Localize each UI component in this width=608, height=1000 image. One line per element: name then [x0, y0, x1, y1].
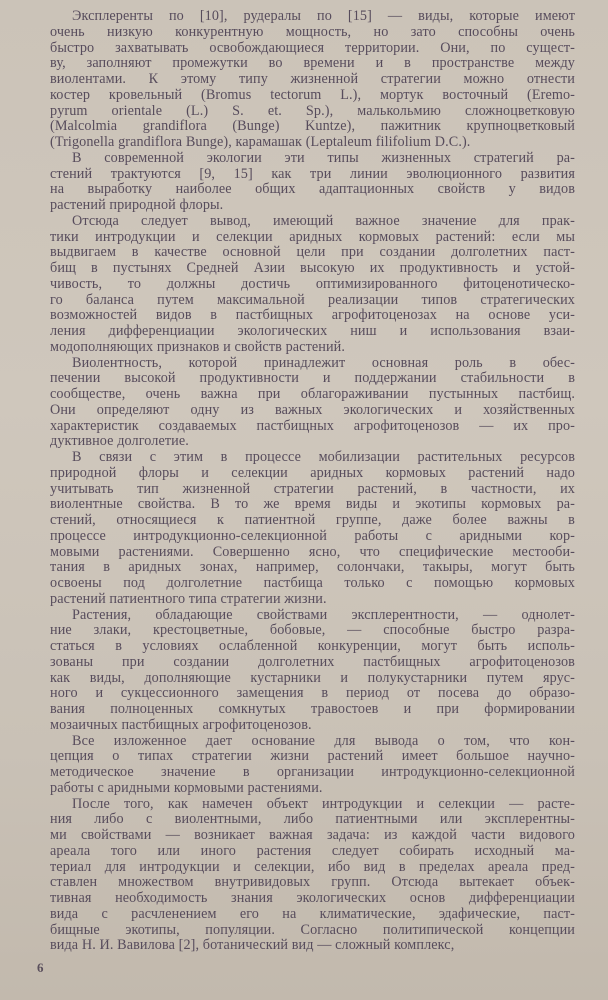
text-line: вания полноценных сомкнутых травостоев и при формировании — [50, 701, 575, 717]
paragraph — [50, 734, 575, 797]
text-line: Эксплеренты по [10], рудералы по [15] — виды, которые имеют — [72, 8, 575, 24]
text-line: бищные экотипы, популяции. Согласно политипической концепции — [50, 921, 575, 938]
text-line: Виолентность, которой принадлежит основная роль в обес- — [72, 354, 575, 371]
paragraph — [50, 356, 575, 451]
text-line: pyrum orientale (L.) S. et. Sp.), малькольмию сложноцветковую — [50, 102, 575, 119]
text-line: (Malcolmia grandiflora (Bunge) Kuntze), пажитник крупноцветковый — [50, 118, 575, 135]
text-line: зованы при создании долголетних пастбищных агрофитоценозов — [50, 653, 575, 670]
text-line: растений природной флоры. — [50, 197, 224, 213]
text-line: Растения, обладающие свойствами эксплерентности, — однолет- — [72, 606, 575, 623]
text-line: ми свойствами — возникает важная задача: из каждой части видового — [50, 827, 575, 843]
text-line: как виды, дополняющие кустарники и полукустарники путем ярус- — [50, 669, 575, 686]
text-line: Отсюда следует вывод, имеющий важное значение для прак- — [72, 212, 575, 229]
text-line: процессе интродукционно-селекционной работы с аридными кор- — [50, 527, 575, 544]
text-line: работы с аридными кормовыми растениями. — [50, 779, 323, 796]
text-line: печении высокой продуктивности и поддержании стабильности в — [50, 370, 575, 387]
text-line: тивная необходимость знания экологических основ дифференциации — [50, 890, 575, 906]
text-line: очень низкую конкурентную мощность, но зато способны очень — [50, 23, 575, 40]
text-line: виолентные свойства. В то же время виды и экотипы кормовых ра- — [50, 496, 575, 513]
text-line: дуктивное долголетие. — [50, 433, 189, 450]
text-line: Все изложенное дает основание для вывода о том, что кон- — [72, 732, 575, 749]
paragraph — [50, 151, 575, 214]
paragraph — [50, 450, 575, 608]
text-line: виолентами. К этому типу жизненной стратегии можно отнести — [50, 71, 575, 87]
text-line: сообществе, очень важна при облагораживании пустынных пастбищ. — [50, 386, 575, 402]
text-line: ления дифференциации экологических ниш и использования взаи- — [50, 323, 575, 339]
paragraph — [50, 608, 575, 734]
text-line: стений трактуются [9, 15] как три линии эволюционного развития — [50, 165, 575, 182]
text-line: тики интродукции и селекции аридных кормовых растений: если мы — [50, 228, 575, 245]
text-line: модополняющих признаков и свойств растений. — [50, 338, 345, 355]
text-line: ния либо с виолентными, либо патиентными или эксплерентны- — [50, 811, 575, 828]
text-line: ного и сукцессионного замещения в период от посева до образо- — [50, 685, 575, 702]
text-line: костер кровельный (Bromus tectorum L.), мортук восточный (Eremo- — [50, 86, 575, 103]
text-line: быстро захватывать освобождающиеся территории. Они, по сущест- — [50, 39, 575, 56]
text-line: Они определяют одну из важных экологических и хозяйственных — [50, 401, 575, 418]
text-line: го баланса путем максимальной реализации типов стратегических — [50, 291, 575, 308]
text-line: териал для интродукции и селекции, ибо вид в пределах ареала пред- — [50, 858, 575, 875]
text-line: учитывать тип жизненной стратегии растений, в частности, их — [50, 480, 575, 497]
text-line: тания в аридных зонах, например, солончаки, такыры, могут быть — [50, 559, 575, 576]
text-line: чивость, то должны достичь оптимизированного фитоценотическо- — [50, 275, 575, 292]
text-line: освоены под долголетние пастбища только с помощью кормовых — [50, 575, 575, 591]
text-line: природной флоры и селекции аридных кормовых растений надо — [50, 464, 575, 481]
paragraph — [50, 797, 575, 955]
text-line: ареала того или иного растения следует собирать исходный ма- — [50, 842, 575, 859]
text-line: цепция о типах стратегии жизни растений имеет большое научно- — [50, 748, 575, 765]
text-line: ние злаки, крестоцветные, бобовые, — способные быстро разра- — [50, 622, 575, 639]
text-line: стений, относящиеся к патиентной группе, даже более важны в — [50, 512, 575, 528]
text-line: выдвигаем в качестве основной цели при создании долголетних паст- — [50, 244, 575, 261]
text-line: методическое значение в организации интродукционно-селекционной — [50, 764, 575, 780]
book-page-text — [50, 9, 575, 954]
text-line: характеристик создаваемых пастбищных агрофитоценозов — их про- — [50, 417, 575, 434]
paragraph — [50, 9, 575, 151]
page-number: 6 — [37, 960, 44, 975]
text-line: на выработку наиболее общих адаптационных свойств у видов — [50, 181, 575, 198]
text-line: После того, как намечен объект интродукции и селекции — расте- — [72, 795, 575, 812]
text-line: вида с расчленением его на климатические, эдафические, паст- — [50, 905, 575, 922]
text-line: бищ в пустынях Средней Азии высокую их продуктивность и устой- — [50, 260, 575, 276]
text-line: ставлен множеством внутривидовых групп. Отсюда вытекает объек- — [50, 874, 575, 891]
text-line: мозаичных пастбищных агрофитоценозов. — [50, 716, 312, 733]
paragraph — [50, 214, 575, 356]
text-line: В связи с этим в процессе мобилизации растительных ресурсов — [72, 449, 575, 465]
text-line: вида Н. И. Вавилова [2], ботанический вид — сложный комплекс, — [50, 937, 455, 954]
text-line: ву, заполняют промежутки во времени и в пространстве между — [50, 55, 575, 72]
text-line: В современной экологии эти типы жизненных стратегий ра- — [72, 149, 575, 166]
text-line: (Trigonella grandiflora Bunge), карамашак (Leptaleum filifolium D.C.). — [50, 134, 471, 150]
text-line: мовыми растениями. Совершенно ясно, что специфические местооби- — [50, 543, 575, 560]
text-line: возможностей видов в пастбищных агрофитоценозах на основе уси- — [50, 307, 575, 324]
text-line: статься в условиях ослабленной конкуренции, могут быть исполь- — [50, 638, 575, 654]
text-line: растений патиентного типа стратегии жизни. — [50, 590, 327, 607]
